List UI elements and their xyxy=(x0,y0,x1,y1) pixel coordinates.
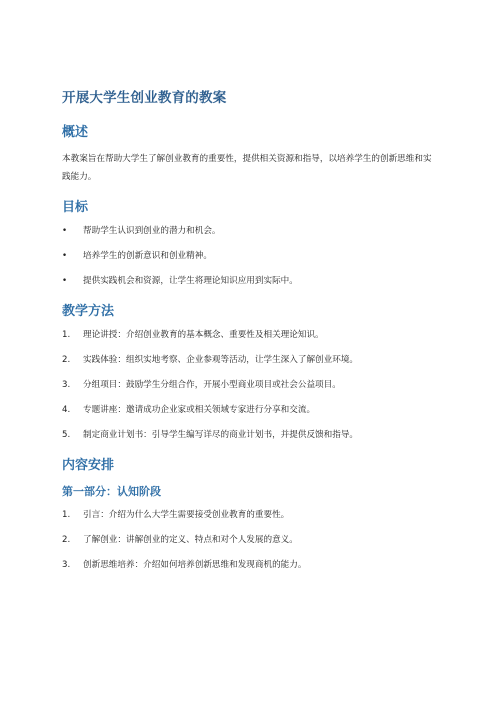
list-item xyxy=(62,559,496,572)
list-number: 5. xyxy=(62,430,71,440)
list-number: 3. xyxy=(62,560,71,570)
part1-text: 创新思维培养：介绍如何培养创新思维和发现商机的能力。 xyxy=(83,560,307,570)
goal-text: 帮助学生认识到创业的潜力和机会。 xyxy=(83,226,221,236)
list-item xyxy=(62,225,496,238)
goal-text: 培养学生的创新意识和创业精神。 xyxy=(83,251,212,261)
list-number: 1. xyxy=(62,330,71,340)
list-item xyxy=(62,354,496,367)
content-heading: 内容安排 xyxy=(62,458,115,473)
method-text: 专题讲座：邀请成功企业家或相关领域专家进行分享和交流。 xyxy=(83,405,316,415)
part1-text: 了解创业：讲解创业的定义、特点和对个人发展的意义。 xyxy=(83,535,298,545)
list-item xyxy=(62,275,496,288)
goals-heading: 目标 xyxy=(62,200,89,215)
list-item xyxy=(62,534,496,547)
list-item xyxy=(62,379,496,392)
list-number: 3. xyxy=(62,380,71,390)
bullet-marker: • xyxy=(62,226,68,236)
method-text: 实践体验：组织实地考察、企业参观等活动，让学生深入了解创业环境。 xyxy=(83,355,359,365)
goal-text: 提供实践机会和资源，让学生将理论知识应用到实际中。 xyxy=(83,276,298,286)
goals-section xyxy=(62,196,496,288)
goals-list xyxy=(62,225,496,288)
part1-heading: 第一部分：认知阶段 xyxy=(62,485,161,498)
bullet-marker: • xyxy=(62,276,68,286)
bullet-marker: • xyxy=(62,251,68,261)
methods-heading: 教学方法 xyxy=(62,304,115,319)
list-item xyxy=(62,509,496,522)
content-section xyxy=(62,454,496,572)
overview-section xyxy=(62,121,496,186)
list-item xyxy=(62,429,496,442)
methods-list xyxy=(62,329,496,442)
method-text: 分组项目：鼓励学生分组合作，开展小型商业项目或社会公益项目。 xyxy=(83,380,341,390)
document-title: 开展大学生创业教育的教案 xyxy=(62,90,227,106)
overview-heading: 概述 xyxy=(62,125,89,140)
list-item xyxy=(62,329,496,342)
method-text: 理论讲授：介绍创业教育的基本概念、重要性及相关理论知识。 xyxy=(83,330,324,340)
method-text: 制定商业计划书：引导学生编写详尽的商业计划书，并提供反馈和指导。 xyxy=(83,430,359,440)
list-number: 2. xyxy=(62,535,71,545)
part1-list xyxy=(62,509,496,572)
list-number: 4. xyxy=(62,405,71,415)
overview-text: 本教案旨在帮助大学生了解创业教育的重要性，提供相关资源和指导，以培养学生的创新思维和实践能力。 xyxy=(62,154,432,182)
list-item xyxy=(62,404,496,417)
list-number: 2. xyxy=(62,355,71,365)
list-number: 1. xyxy=(62,510,71,520)
methods-section xyxy=(62,300,496,442)
part1-text: 引言：介绍为什么大学生需要接受创业教育的重要性。 xyxy=(83,510,290,520)
list-item xyxy=(62,250,496,263)
